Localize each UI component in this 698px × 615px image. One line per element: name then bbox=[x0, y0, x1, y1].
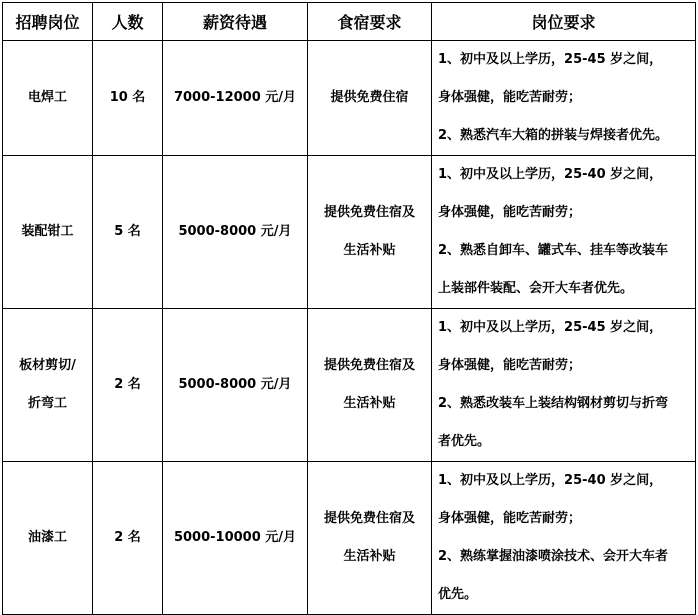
requirements-cell bbox=[432, 309, 696, 462]
position-text: 板材剪切/ bbox=[19, 358, 76, 373]
accommodation-text: 提供免费住宿及 bbox=[323, 205, 415, 220]
count-cell: 5 名 bbox=[93, 156, 163, 309]
requirement-line: 上装部件装配、会开大车者优先。 bbox=[438, 281, 634, 296]
requirement-line: 1、初中及以上学历，25-45 岁之间， bbox=[438, 52, 663, 67]
position-text: 油漆工 bbox=[27, 530, 67, 545]
requirement-line: 1、初中及以上学历，25-45 岁之间， bbox=[438, 320, 663, 335]
recruitment-table bbox=[2, 2, 696, 615]
accommodation-cell bbox=[308, 156, 432, 309]
accommodation-text: 提供免费住宿及 bbox=[323, 358, 415, 373]
requirement-line: 1、初中及以上学历，25-40 岁之间， bbox=[438, 167, 663, 182]
position-text: 电焊工 bbox=[27, 90, 67, 105]
requirement-line: 身体强健，能吃苦耐劳； bbox=[438, 511, 582, 526]
accommodation-text: 生活补贴 bbox=[343, 396, 396, 411]
table-row bbox=[3, 156, 696, 309]
requirement-line: 身体强健，能吃苦耐劳； bbox=[438, 358, 582, 373]
position-text: 装配钳工 bbox=[21, 224, 74, 239]
header-accommodation: 食宿要求 bbox=[308, 3, 432, 41]
accommodation-cell bbox=[308, 462, 432, 615]
requirement-line: 优先。 bbox=[438, 587, 478, 602]
salary-cell: 5000-10000 元/月 bbox=[163, 462, 308, 615]
header-count: 人数 bbox=[93, 3, 163, 41]
requirement-line: 2、熟悉自卸车、罐式车、挂车等改装车 bbox=[438, 243, 669, 258]
header-salary: 薪资待遇 bbox=[163, 3, 308, 41]
position-cell bbox=[3, 309, 93, 462]
salary-cell: 7000-12000 元/月 bbox=[163, 41, 308, 156]
requirements-cell bbox=[432, 462, 696, 615]
accommodation-text: 提供免费住宿 bbox=[330, 90, 409, 105]
accommodation-text: 生活补贴 bbox=[343, 243, 396, 258]
requirement-line: 者优先。 bbox=[438, 434, 491, 449]
requirements-cell bbox=[432, 156, 696, 309]
requirements-cell bbox=[432, 41, 696, 156]
header-position: 招聘岗位 bbox=[3, 3, 93, 41]
table-row bbox=[3, 309, 696, 462]
accommodation-cell bbox=[308, 41, 432, 156]
table-row bbox=[3, 462, 696, 615]
position-cell bbox=[3, 41, 93, 156]
header-requirements: 岗位要求 bbox=[432, 3, 696, 41]
accommodation-text: 生活补贴 bbox=[343, 549, 396, 564]
count-cell: 10 名 bbox=[93, 41, 163, 156]
accommodation-cell bbox=[308, 309, 432, 462]
salary-cell: 5000-8000 元/月 bbox=[163, 309, 308, 462]
requirement-line: 2、熟悉汽车大箱的拼装与焊接者优先。 bbox=[438, 128, 669, 143]
requirement-line: 2、熟练掌握油漆喷涂技术、会开大车者 bbox=[438, 549, 669, 564]
count-cell: 2 名 bbox=[93, 462, 163, 615]
header-row bbox=[3, 3, 696, 41]
requirement-line: 1、初中及以上学历，25-40 岁之间， bbox=[438, 473, 663, 488]
position-text: 折弯工 bbox=[27, 396, 67, 411]
requirement-line: 身体强健，能吃苦耐劳； bbox=[438, 205, 582, 220]
count-cell: 2 名 bbox=[93, 309, 163, 462]
table-row bbox=[3, 41, 696, 156]
requirement-line: 2、熟悉改装车上装结构钢材剪切与折弯 bbox=[438, 396, 669, 411]
accommodation-text: 提供免费住宿及 bbox=[323, 511, 415, 526]
requirement-line: 身体强健，能吃苦耐劳； bbox=[438, 90, 582, 105]
position-cell bbox=[3, 462, 93, 615]
salary-cell: 5000-8000 元/月 bbox=[163, 156, 308, 309]
position-cell bbox=[3, 156, 93, 309]
